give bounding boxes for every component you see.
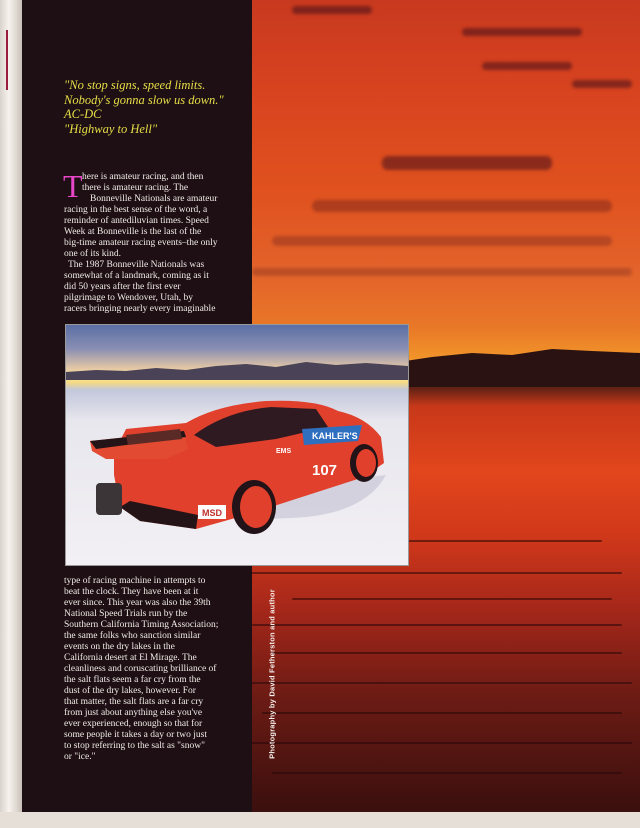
body-line: pilgrimage to Wendover, Utah, by xyxy=(64,293,194,303)
body-line: racers bringing nearly every imaginable xyxy=(64,304,216,314)
race-car xyxy=(66,325,408,565)
body-line: California desert at El Mirage. The xyxy=(64,653,197,663)
body-line: big-time amateur racing events–the only xyxy=(64,238,218,248)
article-body-top xyxy=(64,172,218,315)
ripple xyxy=(232,682,632,684)
drop-cap: T xyxy=(63,168,83,204)
body-line: Southern California Timing Association; xyxy=(64,620,219,630)
body-line: Week at Bonneville is the last of the xyxy=(64,227,202,237)
body-line: cleanliness and coruscating brilliance of xyxy=(64,664,217,674)
ripple xyxy=(292,598,612,600)
cloud xyxy=(312,200,612,212)
body-line: the same folks who sanction similar xyxy=(64,631,201,641)
car-number: 107 xyxy=(312,462,338,479)
body-line: did 50 years after the first ever xyxy=(64,282,181,292)
page-edge xyxy=(0,0,22,828)
ripple xyxy=(272,652,622,654)
inset-photo-race-car xyxy=(65,324,409,566)
ripple xyxy=(272,772,622,774)
epigraph xyxy=(64,78,249,136)
body-line: from just about anything else you've xyxy=(64,708,203,718)
body-line: National Speed Trials run by the xyxy=(64,609,188,619)
cloud xyxy=(292,6,372,14)
body-line: somewhat of a landmark, coming as it xyxy=(64,271,209,281)
epigraph-line: AC-DC xyxy=(64,107,102,121)
body-line: racing in the best sense of the word, a xyxy=(64,205,208,215)
ripple xyxy=(242,572,622,574)
body-line: dust of the dry lakes, however. For xyxy=(64,686,196,696)
body-line: the salt flats seem a far cry from the xyxy=(64,675,201,685)
article-body-bottom xyxy=(64,576,218,763)
page-bottom-margin xyxy=(0,812,640,828)
cloud xyxy=(572,80,632,88)
epigraph-line: "Highway to Hell" xyxy=(64,121,158,136)
body-line: here is amateur racing, and then xyxy=(82,172,204,182)
body-line: there is amateur racing. The xyxy=(82,183,189,193)
body-line: one of its kind. xyxy=(64,249,121,259)
ripple xyxy=(252,624,622,626)
body-line: that matter, the salt flats are a far cry xyxy=(64,697,204,707)
ripple xyxy=(242,742,632,744)
cloud xyxy=(252,268,632,276)
body-line: events on the dry lakes in the xyxy=(64,642,175,652)
cloud xyxy=(482,62,572,70)
body-line: or "ice." xyxy=(64,752,96,762)
epigraph-line: Nobody's gonna slow us down." xyxy=(64,92,224,107)
sponsor-decal: KAHLER'S xyxy=(312,431,358,441)
body-line: Bonneville Nationals are amateur xyxy=(90,194,218,204)
body-line: type of racing machine in attempts to xyxy=(64,576,206,586)
cloud xyxy=(272,236,612,246)
ripple xyxy=(262,712,622,714)
body-line: The 1987 Bonneville Nationals was xyxy=(68,260,205,270)
body-line: beat the clock. They have been at it xyxy=(64,587,199,597)
cloud xyxy=(462,28,582,36)
body-line: ever since. This year was also the 39th xyxy=(64,598,211,608)
plate-decal: MSD xyxy=(202,508,222,518)
photo-credit-text: Photography by David Fetherston and author xyxy=(267,589,277,759)
magazine-spread xyxy=(22,0,640,812)
side-decal: EMS xyxy=(276,448,292,455)
cloud xyxy=(382,156,552,170)
body-line: some people it takes a day or two just xyxy=(64,730,207,740)
binding-stripe xyxy=(6,30,8,90)
body-line: ever experienced, enough so that for xyxy=(64,719,203,729)
photo-credit xyxy=(262,574,282,774)
body-line: to stop referring to the salt as "snow" xyxy=(64,741,205,751)
body-line: reminder of antediluvian times. Speed xyxy=(64,216,209,226)
epigraph-line: "No stop signs, speed limits. xyxy=(64,78,206,92)
